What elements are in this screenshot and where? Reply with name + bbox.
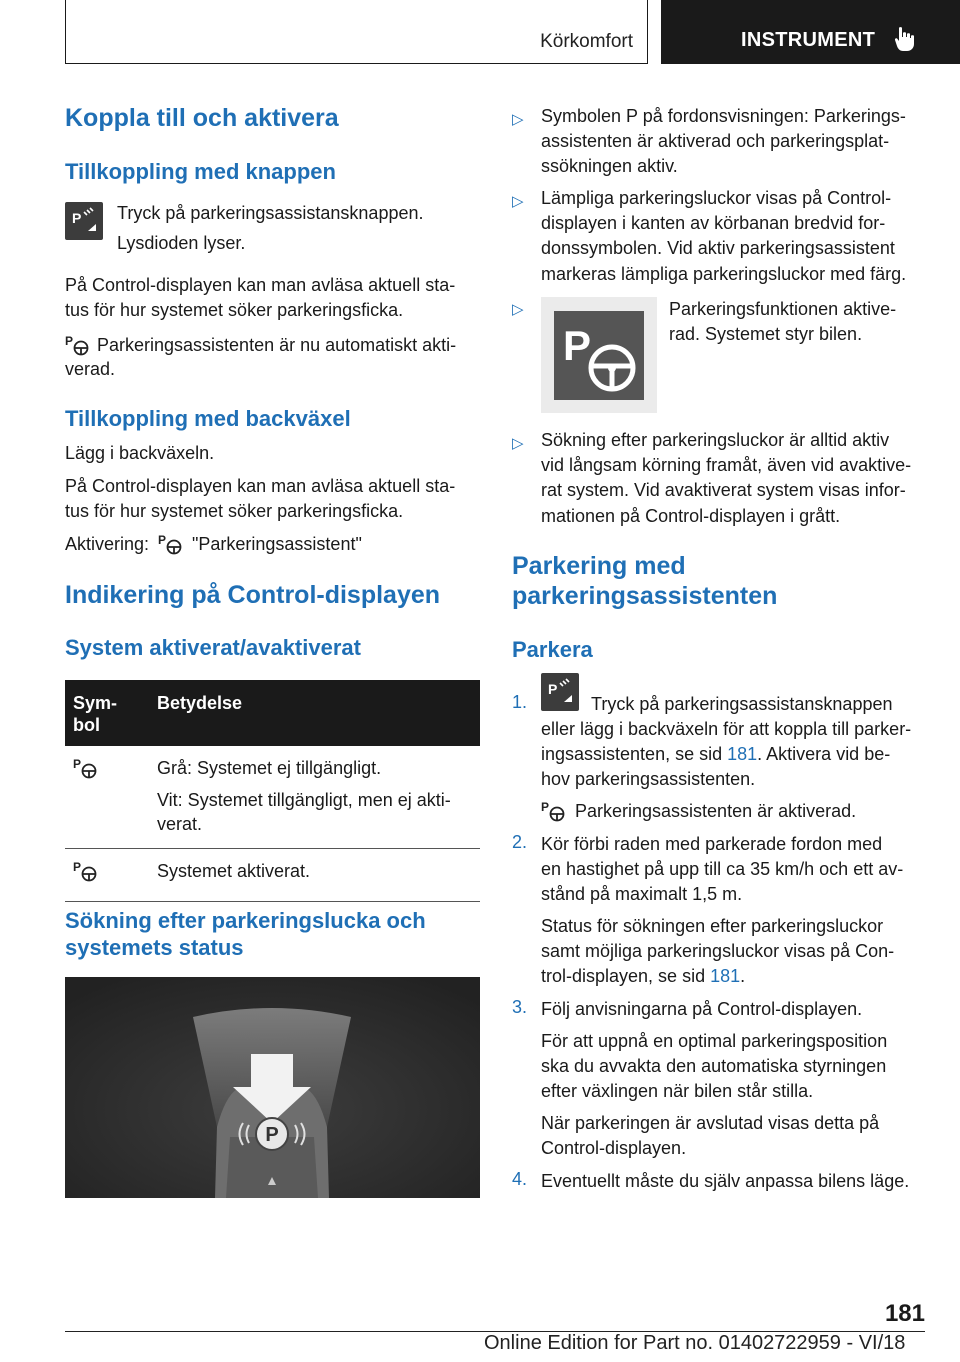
step2-line4: Status för sökningen efter parkeringsluckor: [541, 916, 884, 936]
bullet4-line4: mationen på Control-displayen i grått.: [541, 506, 841, 526]
page-link-181[interactable]: 181: [727, 744, 758, 764]
parking-assist-icon: [158, 532, 184, 561]
parking-assist-button-icon: [65, 202, 103, 240]
bullet2-line2: displayen i kanten av körbanan bredvid for-: [541, 213, 886, 233]
step-led: Lysdioden lyser.: [117, 233, 246, 253]
activation-label: Aktivering:: [65, 534, 150, 554]
bullet1-line1: Symbolen P på fordonsvisningen: Parkerings-: [541, 106, 906, 126]
text-control-display-1b: tus för hur systemet söker parkeringsficka.: [65, 300, 404, 320]
page-number: 181: [884, 1300, 925, 1327]
step2-number: 2.: [512, 832, 528, 852]
parking-assist-icon: [65, 746, 149, 849]
step2-line1: Kör förbi raden med parkerade fordon med: [541, 834, 883, 854]
bullet1-line2: assistenten är aktiverad och parkeringsplat-: [541, 131, 890, 151]
svg-text:P: P: [72, 210, 82, 226]
heading-parking: Parkering med: [512, 552, 686, 580]
table-row: [65, 746, 480, 849]
svg-text:P: P: [73, 757, 82, 771]
step1-line1: Tryck på parkeringsassistansknappen: [591, 694, 893, 714]
svg-text:P: P: [541, 800, 550, 814]
step2-line3: stånd på maximalt 1,5 m.: [541, 884, 743, 904]
text-auto-active: Parkeringsassistenten är nu automatiskt akti-: [97, 335, 457, 355]
pointing-hand-icon: [894, 26, 916, 57]
row2-active: Systemet aktiverat.: [149, 849, 480, 902]
heading-system-state: System aktiverat/avaktiverat: [65, 635, 361, 660]
svg-text:P: P: [73, 860, 82, 874]
svg-text:P: P: [548, 681, 558, 697]
bullet-triangle-icon: ▷: [512, 435, 524, 452]
step3-line6: Control-displayen.: [541, 1138, 687, 1158]
svg-text:P: P: [65, 334, 74, 348]
bullet3-line2: rad. Systemet styr bilen.: [669, 324, 863, 344]
parking-function-active-icon: [541, 297, 657, 413]
text-reverse-step: Lägg i backväxeln.: [65, 443, 215, 463]
parking-assist-button-icon: [541, 673, 579, 711]
table-header-row: [65, 680, 480, 746]
svg-text:P: P: [158, 533, 167, 547]
bullet4-line2: vid långsam körning framåt, även vid avaktive-: [541, 455, 912, 475]
step1-number: 1.: [512, 692, 528, 712]
text-control-display-2: På Control-displayen kan man avläsa aktuell sta-: [65, 476, 456, 496]
text-auto-active-b: verad.: [65, 359, 116, 379]
step1-line2: eller lägg i backväxeln för att koppla till parker-: [541, 719, 912, 739]
text-control-display-2b: tus för hur systemet söker parkeringsficka.: [65, 501, 404, 521]
step1-line5: Parkeringsassistenten är aktiverad.: [575, 801, 857, 821]
step4-line1: Eventuellt måste du själv anpassa bilens läge.: [541, 1171, 910, 1191]
bullet-triangle-icon: ▷: [512, 193, 524, 210]
bullet2-line3: donssymbolen. Vid aktiv parkeringsassistent: [541, 238, 895, 258]
activation-value: "Parkeringsassistent": [192, 534, 362, 554]
svg-text:P: P: [563, 322, 592, 369]
parking-assist-icon: [541, 799, 567, 828]
step3-line5: När parkeringen är avslutad visas detta på: [541, 1113, 880, 1133]
heading-park: Parkera: [512, 637, 593, 662]
heading-parking-b: parkeringsassistenten: [512, 582, 778, 610]
heading-search-status: Sökning efter parkeringslucka och: [65, 908, 426, 933]
heading-connect-reverse: Tillkoppling med backväxel: [65, 406, 351, 431]
step1-line3: ingsassistenten, se sid 181. Aktivera vid be-: [541, 744, 891, 764]
row1-white-b: verat.: [157, 814, 203, 834]
heading-indication: Indikering på Control-displayen: [65, 581, 441, 609]
step3-line3: ska du avvakta den automatiska styrningen: [541, 1056, 887, 1076]
step2-line2: en hastighet på upp till ca 35 km/h och ett av-: [541, 859, 904, 879]
bullet4-line1: Sökning efter parkeringsluckor är alltid aktiv: [541, 430, 890, 450]
step2-line5: samt möjliga parkeringsluckor visas på Con-: [541, 941, 895, 961]
col-symbol: Sym- bol: [65, 680, 149, 746]
row1-grey: Grå: Systemet ej tillgängligt.: [157, 758, 382, 778]
image-p-badge: P: [265, 1124, 279, 1146]
step-press-button: Tryck på parkeringsassistansknappen.: [117, 203, 424, 223]
symbol-table: [65, 680, 480, 902]
step3-line1: Följ anvisningarna på Control-displayen.: [541, 999, 863, 1019]
step3-number: 3.: [512, 997, 528, 1017]
bullet-triangle-icon: ▷: [512, 301, 524, 318]
heading-search-status-b: systemets status: [65, 935, 244, 960]
step2-line6: trol-displayen, se sid 181.: [541, 966, 746, 986]
bullet4-line3: rat system. Vid avaktiverat system visas infor-: [541, 480, 906, 500]
bullet3-line1: Parkeringsfunktionen aktive-: [669, 299, 897, 319]
step3-line4: efter växlingen när bilen står stilla.: [541, 1081, 814, 1101]
heading-connect-activate: Koppla till och aktivera: [65, 104, 339, 132]
header-section-tab: [65, 0, 648, 64]
page-link-181[interactable]: 181: [710, 966, 741, 986]
header-section-label: Körkomfort: [540, 31, 633, 52]
col-meaning: Betydelse: [149, 680, 480, 746]
text-control-display-1: På Control-displayen kan man avläsa aktuell sta-: [65, 275, 456, 295]
step4-number: 4.: [512, 1169, 528, 1189]
bullet2-line4: markeras lämpliga parkeringsluckor med färg.: [541, 264, 907, 284]
heading-connect-button: Tillkoppling med knappen: [65, 159, 336, 184]
parking-assist-icon: [65, 849, 149, 902]
bullet-triangle-icon: ▷: [512, 111, 524, 128]
table-row: [65, 849, 480, 902]
bullet2-line1: Lämpliga parkeringsluckor visas på Control-: [541, 188, 892, 208]
row1-white: Vit: Systemet tillgängligt, men ej akti-: [157, 790, 451, 810]
bullet1-line3: ssökningen aktiv.: [541, 156, 678, 176]
step1-line4: hov parkeringsassistenten.: [541, 769, 756, 789]
header-chapter-label: INSTRUMENT: [741, 29, 876, 51]
header-chapter-tab: [661, 0, 960, 64]
footer-edition: Online Edition for Part no. 01402722959 - VI/18: [484, 1332, 906, 1354]
step3-line2: För att uppnå en optimal parkeringsposition: [541, 1031, 888, 1051]
control-display-image: [65, 977, 480, 1198]
